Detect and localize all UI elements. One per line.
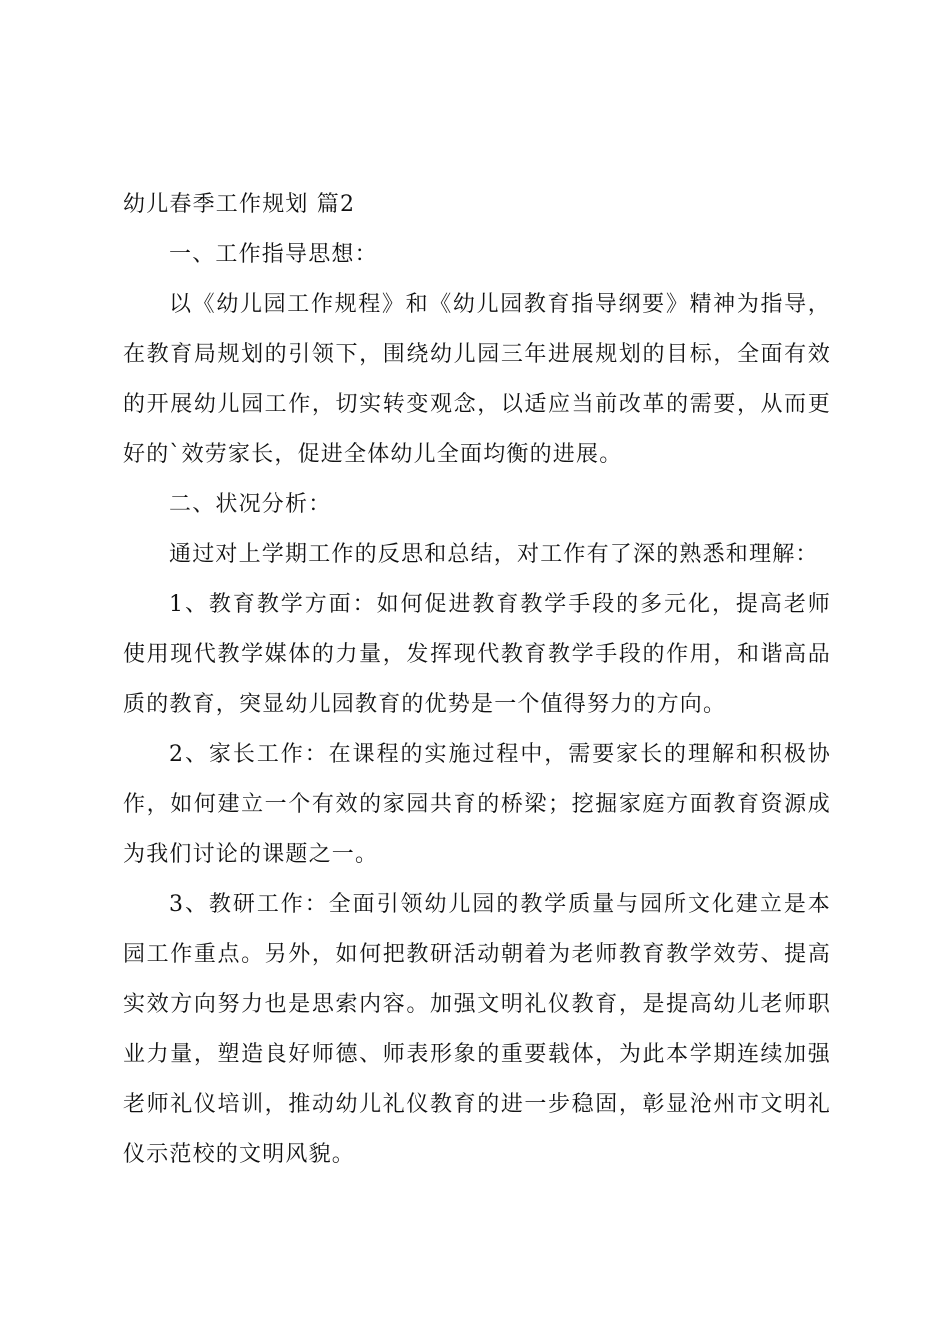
- paragraph-research-work: 3、教研工作：全面引领幼儿园的教学质量与园所文化建立是本园工作重点。另外，如何把教研活动朝着为老师教育教学效劳、提高实效方向努力也是思索内容。加强文明礼仪教育，是提高幼儿老师职业力量，塑造良好师德、师表形象的重要载体，为此本学期连续加强老师礼仪培训，推动幼儿礼仪教育的进一步稳固，彰显沧州市文明礼仪示范校的文明风貌。: [123, 892, 831, 1167]
- paragraph-reflection-summary: 通过对上学期工作的反思和总结，对工作有了深的熟悉和理解：: [169, 542, 819, 567]
- paragraph-guiding-ideology: 以《幼儿园工作规程》和《幼儿园教育指导纲要》精神为指导，在教育局规划的引领下，围绕幼儿园三年进展规划的目标，全面有效的开展幼儿园工作，切实转变观念，以适应当前改革的需要，从而更好的`效劳家长，促进全体幼儿全面均衡的进展。: [123, 292, 831, 467]
- document-title: 幼儿春季工作规划 篇2: [123, 192, 356, 217]
- paragraph-parent-work: 2、家长工作：在课程的实施过程中，需要家长的理解和积极协作，如何建立一个有效的家园共育的桥梁；挖掘家庭方面教育资源成为我们讨论的课题之一。: [123, 742, 831, 867]
- section-heading-guiding-ideology: 一、工作指导思想：: [169, 242, 378, 267]
- paragraph-teaching-aspect: 1、教育教学方面：如何促进教育教学手段的多元化，提高老师使用现代教学媒体的力量，发挥现代教育教学手段的作用，和谐高品质的教育，突显幼儿园教育的优势是一个值得努力的方向。: [123, 592, 831, 717]
- section-heading-situation-analysis: 二、状况分析：: [169, 492, 332, 517]
- document-body: [123, 180, 831, 1180]
